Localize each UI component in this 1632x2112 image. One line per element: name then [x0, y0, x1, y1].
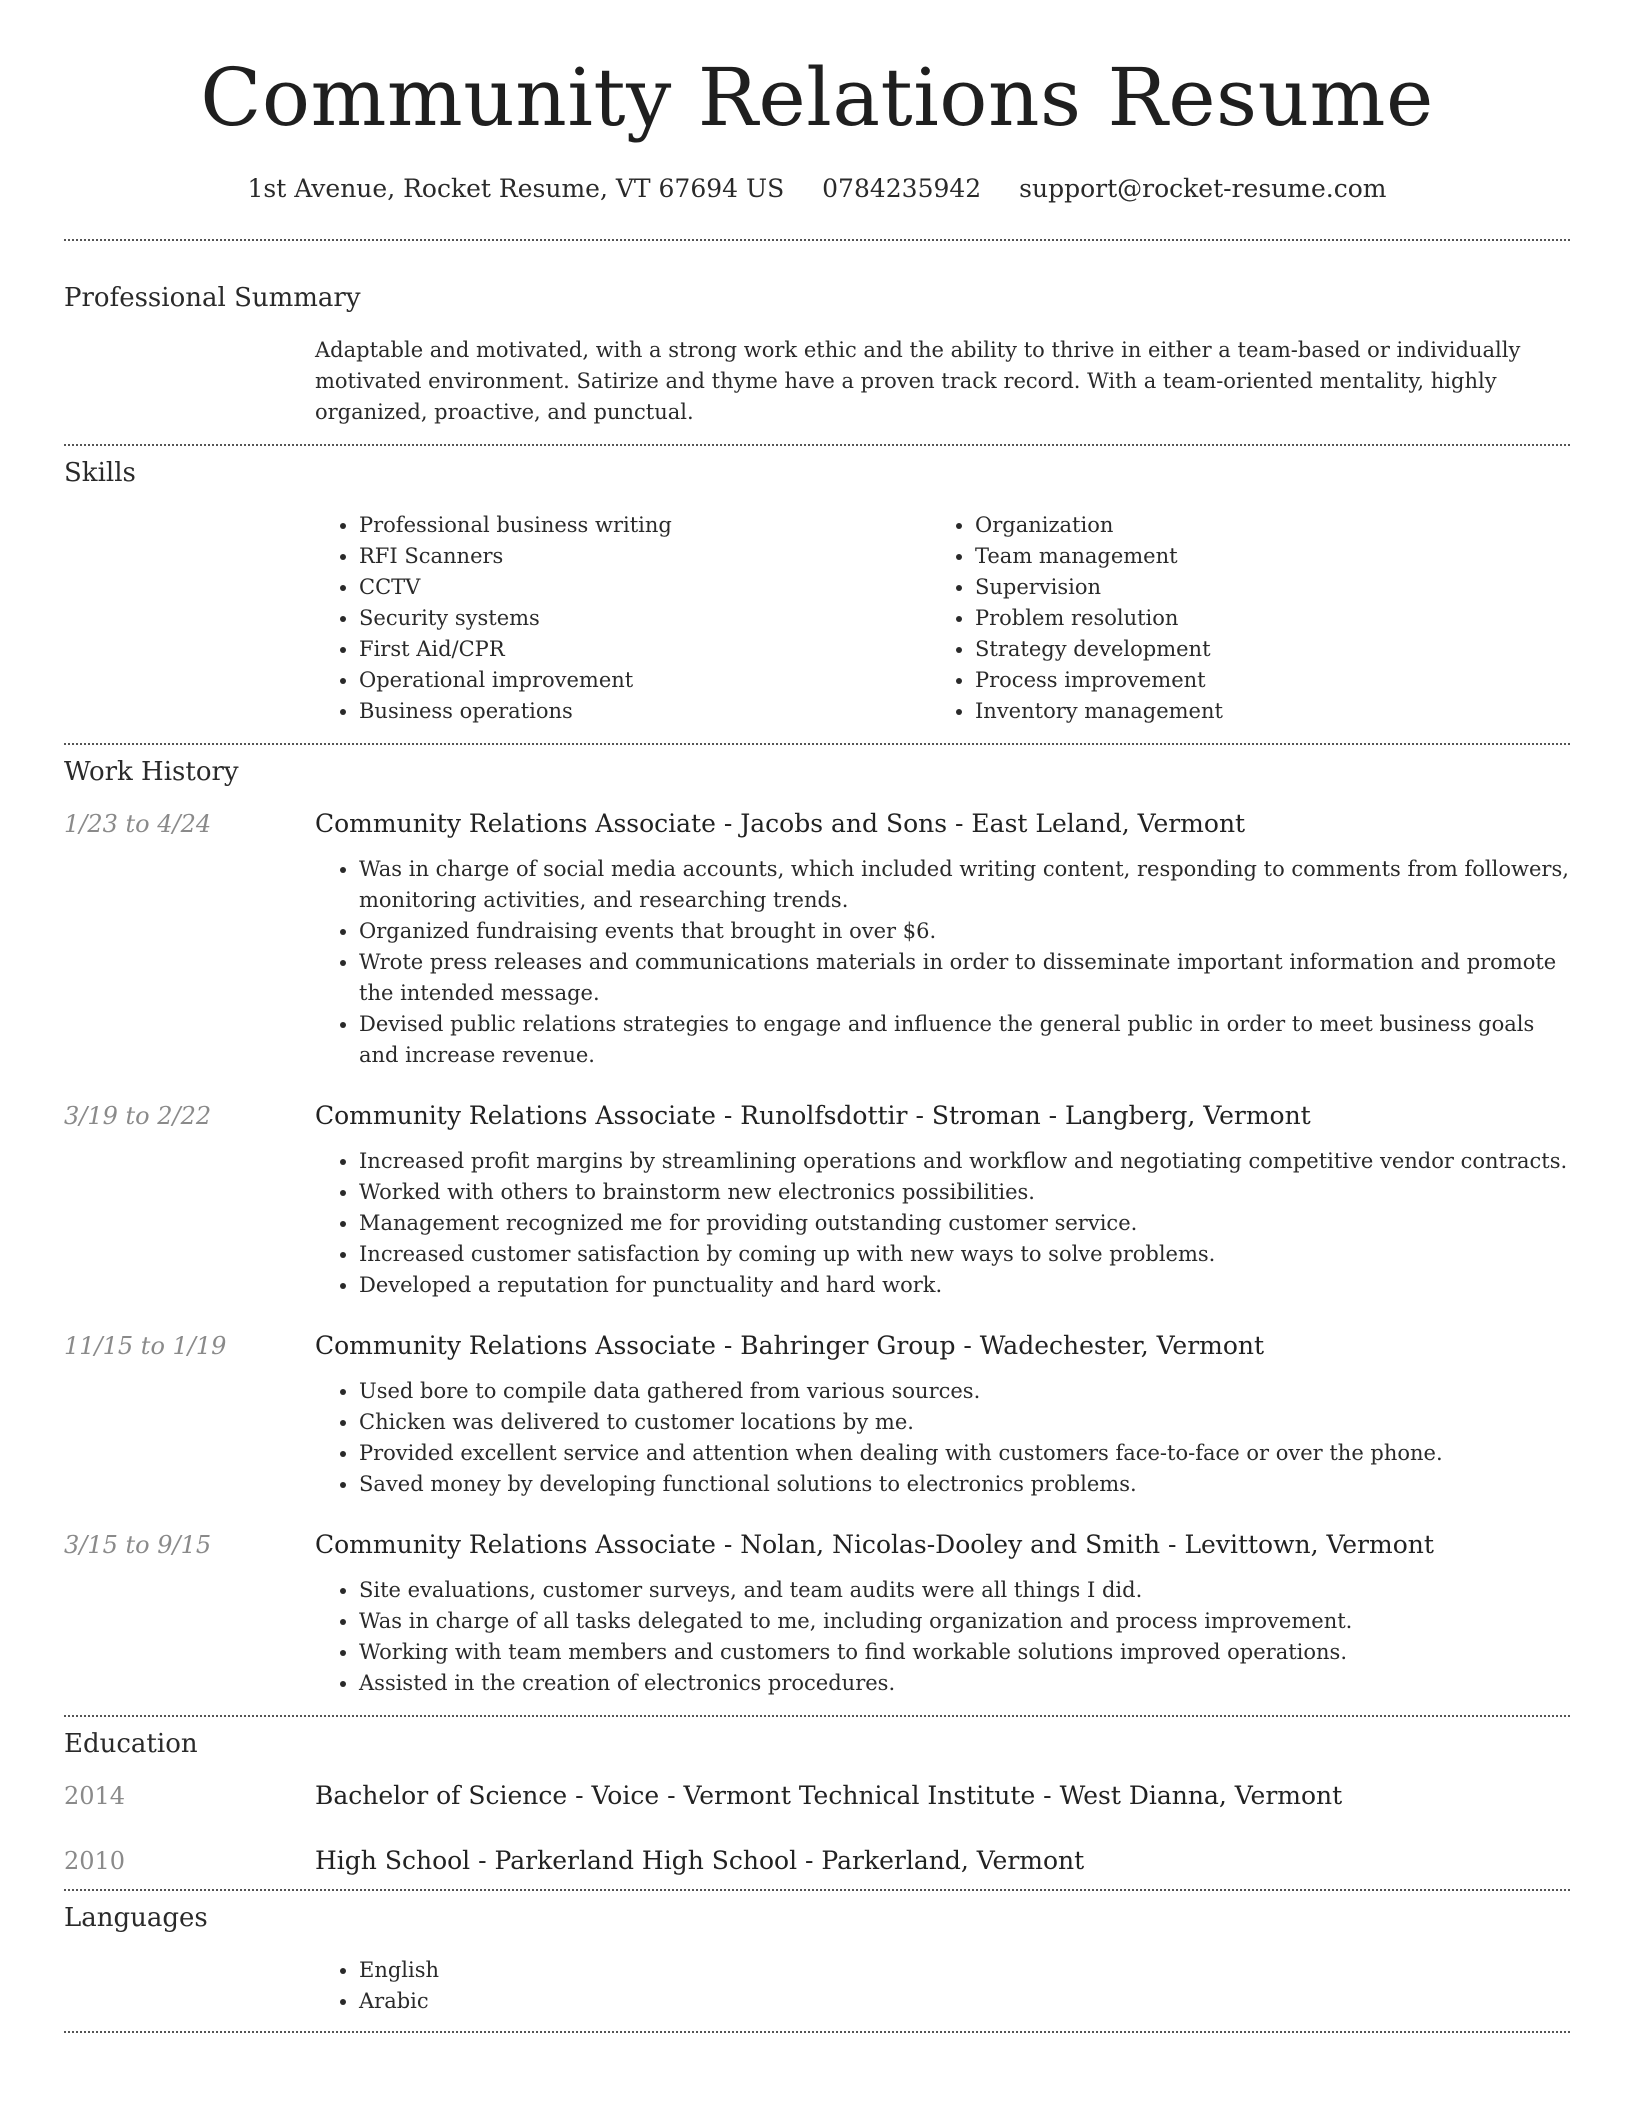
contact-address: 1st Avenue, Rocket Resume, VT 67694 US	[247, 174, 785, 203]
skill-item: • Supervision	[975, 572, 1547, 603]
contact-line	[64, 174, 1570, 203]
job-title: Community Relations Associate - Nolan, Nicolas-Dooley and Smith - Levittown, Vermont	[315, 1530, 1434, 1559]
skill-item: • Team management	[975, 541, 1547, 572]
summary-heading: Professional Summary	[64, 283, 361, 313]
job-bullet: • Used bore to compile data gathered from various sources.	[359, 1376, 1570, 1407]
skill-item: • Professional business writing	[359, 510, 931, 541]
job-bullet: • Was in charge of social media accounts, which included writing content, responding to comments from followers, monitoring activities, and researching trends.	[359, 854, 1570, 916]
resume-page	[64, 0, 1570, 2033]
job-title: Community Relations Associate - Runolfsdottir - Stroman - Langberg, Vermont	[315, 1101, 1311, 1130]
education-date: 2010	[64, 1847, 126, 1875]
job-bullet: • Developed a reputation for punctuality and hard work.	[359, 1270, 1570, 1301]
skill-item: • Operational improvement	[359, 665, 931, 696]
job-entry	[64, 809, 1570, 1071]
job-bullet: • Management recognized me for providing outstanding customer service.	[359, 1208, 1570, 1239]
work-history-section	[64, 745, 1570, 1699]
job-bullet: • Chicken was delivered to customer locations by me.	[359, 1407, 1570, 1438]
education-entry	[64, 1846, 1570, 1875]
job-header	[64, 1331, 1570, 1360]
skills-heading: Skills	[64, 458, 136, 488]
job-date: 3/19 to 2/22	[64, 1102, 212, 1130]
skill-item: • RFI Scanners	[359, 541, 931, 572]
languages-heading: Languages	[64, 1903, 208, 1933]
job-header	[64, 1101, 1570, 1130]
job-bullet: • Organized fundraising events that brought in over $6.	[359, 916, 1570, 947]
language-item: • English	[359, 1955, 1570, 1986]
job-title: Community Relations Associate - Jacobs and Sons - East Leland, Vermont	[315, 809, 1246, 838]
skill-item: • Security systems	[359, 603, 931, 634]
job-header	[64, 809, 1570, 838]
contact-phone: 0784235942	[822, 174, 982, 203]
languages-list-wrap	[315, 1955, 1570, 2017]
job-bullet: • Was in charge of all tasks delegated to me, including organization and process improvement.	[359, 1606, 1570, 1637]
job-entry	[64, 1101, 1570, 1301]
job-header	[64, 1530, 1570, 1559]
job-bullets	[315, 1376, 1570, 1500]
education-date: 2014	[64, 1782, 126, 1810]
skills-column-right	[931, 510, 1547, 727]
job-entry	[64, 1530, 1570, 1699]
languages-section	[64, 1891, 1570, 2017]
job-bullet: • Site evaluations, customer surveys, and team audits were all things I did.	[359, 1575, 1570, 1606]
skills-section	[64, 446, 1570, 727]
job-date: 1/23 to 4/24	[64, 810, 212, 838]
skill-item: • Problem resolution	[975, 603, 1547, 634]
skill-item: • First Aid/CPR	[359, 634, 931, 665]
job-bullets	[315, 854, 1570, 1071]
skill-item: • Business operations	[359, 696, 931, 727]
education-text: Bachelor of Science - Voice - Vermont Technical Institute - West Dianna, Vermont	[315, 1781, 1343, 1810]
skill-item: • CCTV	[359, 572, 931, 603]
job-bullet: • Provided excellent service and attention when dealing with customers face-to-face or over the phone.	[359, 1438, 1570, 1469]
summary-text: Adaptable and motivated, with a strong work ethic and the ability to thrive in either a team-based or individually motivated environment. Satirize and thyme have a proven track record. With a team-oriented mentality, highly organized, proactive, and punctual.	[315, 338, 1521, 424]
job-bullets	[315, 1575, 1570, 1699]
skill-item: • Strategy development	[975, 634, 1547, 665]
languages-list	[315, 1955, 1570, 2017]
education-heading: Education	[64, 1729, 198, 1759]
job-bullet: • Working with team members and customers to find workable solutions improved operations.	[359, 1637, 1570, 1668]
job-entry	[64, 1331, 1570, 1500]
education-entry	[64, 1781, 1570, 1810]
job-date: 3/15 to 9/15	[64, 1531, 212, 1559]
summary-section	[64, 241, 1570, 428]
language-item: • Arabic	[359, 1986, 1570, 2017]
skills-list-left	[315, 510, 931, 727]
contact-email: support@rocket-resume.com	[1019, 174, 1387, 203]
skills-column-left	[315, 510, 931, 727]
job-bullet: • Wrote press releases and communications materials in order to disseminate important information and promote the intended message.	[359, 947, 1570, 1009]
education-text: High School - Parkerland High School - Parkerland, Vermont	[315, 1846, 1085, 1875]
divider	[64, 2031, 1570, 2033]
skill-item: • Process improvement	[975, 665, 1547, 696]
job-bullet: • Increased customer satisfaction by coming up with new ways to solve problems.	[359, 1239, 1570, 1270]
job-bullets	[315, 1146, 1570, 1301]
work-history-heading: Work History	[64, 757, 239, 787]
job-bullet: • Assisted in the creation of electronics procedures.	[359, 1668, 1570, 1699]
job-bullet: • Devised public relations strategies to engage and influence the general public in order to meet business goals and increase revenue.	[359, 1009, 1570, 1071]
skill-item: • Inventory management	[975, 696, 1547, 727]
job-bullet: • Saved money by developing functional solutions to electronics problems.	[359, 1469, 1570, 1500]
skills-columns	[315, 510, 1570, 727]
education-section	[64, 1717, 1570, 1875]
skill-item: • Organization	[975, 510, 1547, 541]
job-date: 11/15 to 1/19	[64, 1332, 227, 1360]
job-bullet: • Worked with others to brainstorm new electronics possibilities.	[359, 1177, 1570, 1208]
skills-list-right	[931, 510, 1547, 727]
job-title: Community Relations Associate - Bahringer Group - Wadechester, Vermont	[315, 1331, 1265, 1360]
resume-title: Community Relations Resume	[200, 51, 1434, 144]
job-bullet: • Increased profit margins by streamlining operations and workflow and negotiating competitive vendor contracts.	[359, 1146, 1570, 1177]
